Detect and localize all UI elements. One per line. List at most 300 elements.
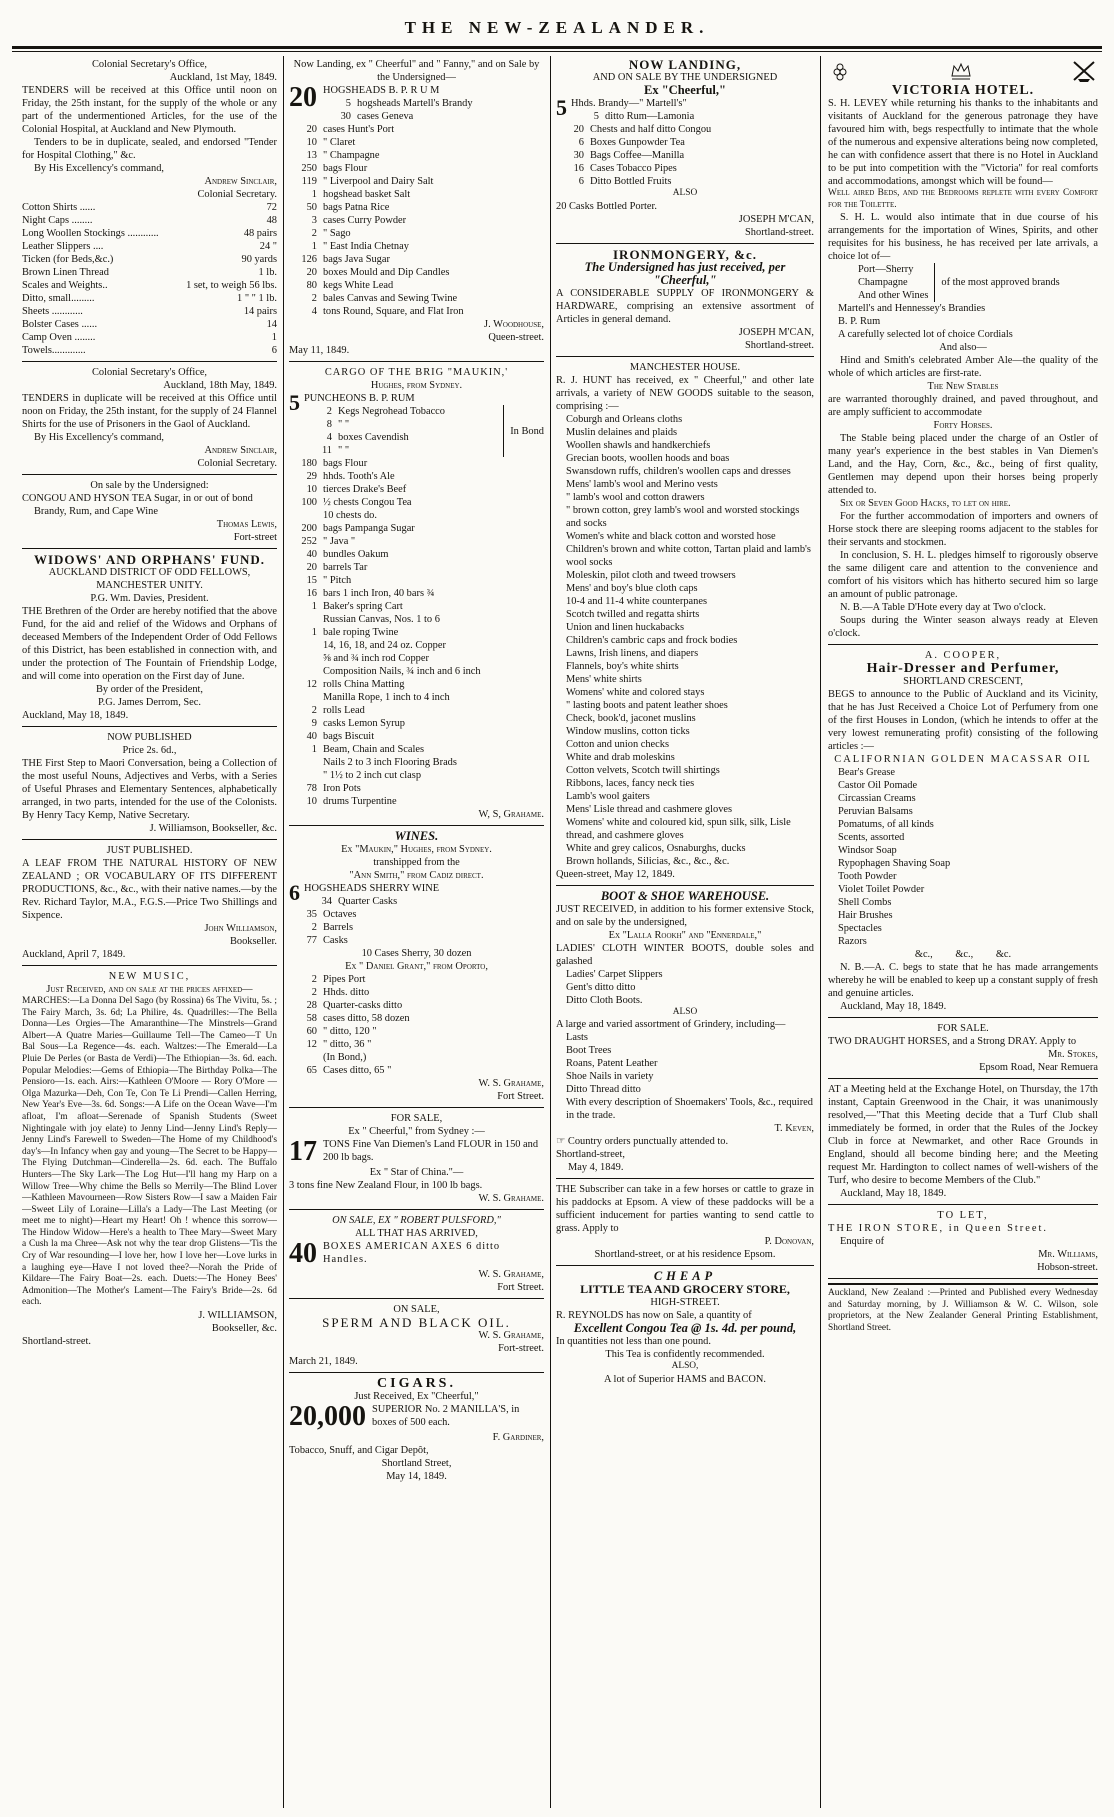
list-item: White and drab moleskins: [566, 751, 675, 763]
ad-body: S. H. L. would also intimate that in due course of his arrangements for the importation of Wines, Spirits, and other requisites for his business, he has received per late arrivals, a choice lot of—: [828, 212, 1098, 263]
signer-title: Bookseller, &c.: [211, 1323, 277, 1335]
list-item: [289, 266, 544, 279]
item-description: Chests and half ditto Congou: [590, 124, 712, 135]
item-description: Boxes Gunpowder Tea: [590, 137, 685, 148]
item-description: " 1½ to 2 inch cut clasp: [323, 770, 422, 781]
signer: W, S, Grahame.: [478, 809, 544, 820]
item-description: ditto Rum—Lamonia: [605, 111, 695, 122]
list-item: " lamb's wool and cotton drawers: [566, 491, 705, 503]
item-description: Barrels: [323, 922, 354, 933]
place: Shortland-street,: [556, 1149, 625, 1161]
list-item: Bear's Grease: [838, 767, 895, 779]
list-item: [289, 522, 544, 535]
signer: P. Donovan,: [764, 1236, 814, 1248]
item-name: Leather Slippers ....: [22, 241, 104, 252]
ad-body: Brandy, Rum, and Cape Wine: [34, 506, 158, 517]
item-description: " Java ": [323, 536, 356, 547]
ad-heading: NOW PUBLISHED: [107, 732, 192, 743]
item-description: " ditto, 120 ": [323, 1026, 377, 1037]
ad-body: THE Brethren of the Order are hereby notified that the above Fund, for the aid and relief of the Widows and Orphans of deceased Members of the Independent Order of Odd Fellows of this District, has been established in connection with, and under the protection of The Fountain of Friendship Lodge, and will come into operation on the First day of June.: [22, 606, 277, 682]
ad-subheading: Just Received, and on sale at the prices affixed—: [46, 984, 253, 995]
list-item: " lasting boots and patent leather shoes: [566, 699, 728, 711]
item-name: Sheets ............: [22, 306, 83, 317]
grape-ornament-icon: [828, 59, 852, 83]
list-item: [22, 201, 277, 214]
list-item: [289, 162, 544, 175]
ad-body: MARCHES:—La Donna Del Sago (by Rossina) 6s The Vivitu, 5s. ; The Fairy March, 3s. 6d; La Philire, 4s. Quadrilles:—The Bella Donna—Les Orgies—The Amaranthine—The Minstrels—Grand Albert—A Quatre Maries—Guillaume Tell—The Cameo—T Un Bal Sous—La Regence—4s. each. Waltzes:—The Emerald—La Pluie De Perles (or Basta de Verdi)—The Ethiopian—3s. 6d. each. Popular Melodies:—Gems of Ethiopia—The Birthday Polka—The Pensioro—1s. each. Airs:—Kathleen O'Moore — Rory O'More — Olga Mazurka—Deh, Con Te, Con Te Li Prendi—Callen Herring, New Year's Eve—3s. 6d. Songs:—A Life on the Ocean Wave—I'm afloat, I'm afloat—Serenade of Spanish Students (Sweet Nightingale with joy elate) to Jenny Lind—Jenny Lind's Reply—Jenny Lind's Farewell to Sweden—The Home of my Childhood's day's—In Infancy when gay and young—The Secret to be Happy—The Flying Dutchman—Cinderella—2s. 6d. each. The Buffalo Hunters—The Sky Lark—The Log Hut—I'll hang my Harp on a Willow Tree—Why chime the Bells so Merrily—The Blind Lover—Kathleen Mavourneen—Row Sisters Row—I saw a Maiden Fair—Sweet Lily of Loraine—Lilla's a Lady—The Last Meeting (or meet me to night)—Heart my Heart! Oh ! whence this sorrow—The Hindow Widow—Here's a health to Thee Mary—Sweet Mary a Cush la ma Chree—Ask not why the tear drop Glistens—'Tis the Cry of War resounding—I love her, how I love her—Love lurks in a laughing eye—Have I not loved thee?—Norah the Pride of Kildare—The Fairy Boat—2s. each. Duets:—The Honey Bees' Admonition—The Mother's Lament—The Fairy's Bride—2s. 6d each.: [22, 996, 277, 1308]
signer: Andrew Sinclair,: [204, 176, 277, 187]
list-item: [289, 1051, 544, 1064]
list-item: [289, 678, 544, 691]
place: Shortland-street.: [745, 339, 814, 351]
list-item: [289, 934, 544, 947]
place: SHORTLAND CRESCENT,: [903, 676, 1023, 688]
place: Shortland-street.: [22, 1336, 91, 1348]
ad-note: N. B.—A Table D'Hote every day at Two o'clock.: [840, 602, 1046, 614]
natural-history-book-ad: [22, 844, 277, 966]
ad-body: SUPERIOR No. 2 MANILLA'S, in boxes of 500 each.: [372, 1404, 520, 1428]
item-quantity: [289, 639, 323, 652]
signer: W. S. Grahame.: [478, 1193, 544, 1204]
ad-line: And also—: [939, 342, 987, 354]
list-item: [289, 973, 544, 986]
lead-item: HOGSHEADS B. P. R U M: [323, 85, 440, 96]
flour-sale-ad: [289, 1112, 544, 1210]
ad-note: Soups during the Winter season always ready at Eleven o'clock.: [828, 615, 1098, 640]
item-quantity: 6: [271, 345, 277, 356]
ad-body: R. J. HUNT has received, ex " Cheerful," and other late arrivals, a variety of NEW GOODS suitable to the season, comprising :—: [556, 374, 814, 412]
item-list: [556, 413, 814, 868]
ad-body: AT a Meeting held at the Exchange Hotel, on Thursday, the 17th instant, Captain Greenwood in the Chair, it was unanimously resolved,—"That this Meeting decide that a Turf Club shall immediately be formed, in order that the Rules of the Jockey Club in force at Newmarket, and other Race Grounds in England, should all become binding here; and the Meeting request Mr. Hardington to collect names of well-wishers of the Turf, who desire to become Members of the Club.": [828, 1084, 1098, 1187]
list-item: Swansdown ruffs, children's woollen caps and dresses: [566, 465, 791, 477]
item-description: bags Flour: [323, 163, 368, 174]
list-item: Mens' lamb's wool and Merino vests: [566, 478, 718, 490]
item-description: Quarter Casks: [338, 896, 398, 907]
item-quantity: 4: [326, 432, 332, 443]
date: Auckland, 1st May, 1849.: [169, 72, 277, 83]
list-item: Ditto Cloth Boots.: [566, 994, 643, 1006]
ad-line: 10 Cases Sherry, 30 dozen: [361, 948, 472, 959]
list-item: [289, 548, 544, 561]
signer: JOSEPH M'CAN,: [738, 326, 814, 338]
ad-heading: NEW MUSIC,: [108, 971, 191, 982]
column-1: [22, 58, 277, 1808]
ad-body: A LEAF FROM THE NATURAL HISTORY OF NEW ZEALAND ; OR VOCABULARY OF ITS DIFFERENT PRODUCTIONS, &c., &c., with their native names.—by the Rev. Richard Taylor, M.A., F.G.S.—Price Two Shillings and Sixpence.: [22, 858, 277, 921]
place: Fort-street: [233, 532, 277, 543]
ad-line: Ex "Maukin," Hughes, from Sydney.: [341, 844, 492, 855]
signer: W. S. Grahame,: [478, 1078, 544, 1089]
item-description: bale roping Twine: [323, 627, 399, 638]
list-item: [22, 279, 277, 292]
ad-subheading: AUCKLAND DISTRICT OF ODD FELLOWS, MANCHESTER UNITY.: [48, 567, 251, 591]
ad-heading: CIGARS.: [377, 1376, 456, 1391]
item-quantity: 5: [593, 111, 599, 122]
item-quantity: 30: [573, 150, 584, 161]
masthead-rule: [12, 46, 1102, 49]
item-description: 10 chests do.: [323, 510, 377, 521]
list-item: [289, 1025, 544, 1038]
item-quantity: 58: [306, 1013, 317, 1024]
list-item: [323, 97, 544, 110]
signer: John Williamson,: [204, 923, 277, 934]
item-quantity: 14 pairs: [243, 306, 277, 317]
item-quantity: 252: [301, 536, 317, 547]
item-description: (In Bond,): [323, 1052, 367, 1063]
list-item: Ladies' Carpet Slippers: [566, 968, 663, 980]
ad-line: 20 Casks Bottled Porter.: [556, 200, 658, 212]
paddocks-ad: [556, 1183, 814, 1266]
ad-body: The Stable being placed under the charge of an Ostler of many year's experience in the best stables in Van Diemen's Land, and the Hay, Corn, &c., &c., being of first quality, Gentlemen may depend upon their horses being properly attended to.: [828, 433, 1098, 497]
list-item: And other Wines: [858, 290, 929, 302]
ironmongery-ad: [556, 248, 814, 357]
ad-heading: WINES.: [394, 829, 439, 843]
item-quantity: 78: [306, 783, 317, 794]
ad-line: Ex "Lalla Rookh" and "Ennerdale,": [608, 929, 762, 941]
item-quantity: 6: [578, 137, 584, 148]
item-description: rolls China Matting: [323, 679, 405, 690]
item-description: Hhds. ditto: [323, 987, 370, 998]
pointing-hand-icon: ☞: [556, 1136, 568, 1148]
list-item: [289, 639, 544, 652]
item-quantity: 2: [311, 228, 317, 239]
list-item: [289, 509, 544, 522]
masthead: THE NEW-ZEALANDER.: [404, 18, 710, 37]
list-item: [289, 305, 544, 318]
item-description: bundles Oakum: [323, 549, 389, 560]
column-divider: [283, 56, 284, 1808]
ad-line: &c., &c., &c.: [914, 949, 1012, 961]
list-item: [289, 908, 544, 921]
list-item: Brown hollands, Silicias, &c., &c., &c.: [566, 855, 730, 867]
item-quantity: 16: [573, 163, 584, 174]
date: Queen-street, May 12, 1849.: [556, 868, 675, 880]
list-item: Muslin delaines and plaids: [566, 426, 678, 438]
item-quantity: 200: [301, 523, 317, 534]
item-description: Ditto Bottled Fruits: [590, 176, 672, 187]
place: Shortland-street.: [745, 226, 814, 238]
list-item: [289, 496, 544, 509]
ad-body: LADIES' CLOTH WINTER BOOTS, double soles and galashed: [556, 942, 814, 967]
item-quantity: 6: [578, 176, 584, 187]
date: May 14, 1849.: [386, 1471, 447, 1482]
item-name: Towels.............: [22, 345, 86, 356]
list-item: [289, 188, 544, 201]
imprint-text: Auckland, New Zealand :—Printed and Published every Wednesday and Saturday morning, by J. Williamson & W. C. Wilson, sole proprietors, at the New Zealander General Printing Establishment, Shortland Street.: [828, 1288, 1098, 1333]
list-item: [289, 756, 544, 769]
item-description: Cases ditto, 65 ": [323, 1065, 392, 1076]
list-item: [289, 782, 544, 795]
item-description: Octaves: [323, 909, 357, 920]
item-description: bars 1 inch Iron, 40 bars ¾: [323, 588, 435, 599]
ad-note: Country orders punctually attended to.: [567, 1136, 729, 1148]
sperm-oil-ad: [289, 1303, 544, 1373]
ad-heading: FOR SALE.: [937, 1023, 989, 1035]
ad-heading: NOW LANDING,: [628, 58, 742, 72]
column-3: [556, 58, 814, 1808]
list-item: [289, 214, 544, 227]
item-list: [22, 201, 277, 357]
item-name: Bolster Cases ......: [22, 319, 98, 330]
list-item: [289, 613, 544, 626]
item-quantity: 2: [311, 974, 317, 985]
item-quantity: 10: [306, 484, 317, 495]
list-item: [289, 574, 544, 587]
item-description: Beam, Chain and Scales: [323, 744, 424, 755]
list-item: Razors: [838, 936, 867, 948]
item-description: boxes Cavendish: [338, 432, 409, 443]
item-quantity: 16: [306, 588, 317, 599]
column-2: [289, 58, 544, 1808]
lead-quantity: 20: [289, 82, 317, 113]
item-description: bags Biscuit: [323, 731, 375, 742]
ad-body: R. REYNOLDS has now on Sale, a quantity of: [556, 1310, 752, 1322]
ad-body: A large and varied assortment of Grindery, including—: [556, 1019, 786, 1031]
item-description: hhds. Tooth's Ale: [323, 471, 395, 482]
item-quantity: 65: [306, 1065, 317, 1076]
list-item: Violet Toilet Powder: [838, 884, 925, 896]
item-quantity: [289, 652, 323, 665]
item-quantity: 2: [311, 922, 317, 933]
item-quantity: 1 set, to weigh 56 lbs.: [186, 280, 277, 291]
lead-item: HOGSHEADS SHERRY WINE: [304, 883, 440, 894]
item-quantity: [289, 691, 323, 704]
item-description: " Champagne: [323, 150, 380, 161]
list-item: Scents, assorted: [838, 832, 905, 844]
item-description: tierces Drake's Beef: [323, 484, 407, 495]
item-description: Cases Tobacco Pipes: [590, 163, 677, 174]
ad-body: For the further accommodation of importers and owners of Horse stock there are sleeping rooms adjacent to the stables for their servants and stockmen.: [828, 511, 1098, 549]
ad-heading: JUST PUBLISHED.: [106, 845, 193, 856]
list-item: 10-4 and 11-4 white counterpanes: [566, 595, 707, 607]
cigars-ad: [289, 1377, 544, 1487]
list-item: [22, 266, 277, 279]
list-item: [22, 318, 277, 331]
signer-title: Colonial Secretary.: [197, 189, 277, 200]
list-item: [289, 175, 544, 188]
item-quantity: 1 lb.: [258, 267, 277, 278]
list-item: Window muslins, cotton ticks: [566, 725, 690, 737]
list-item: Lawns, Irish linens, and diapers: [566, 647, 699, 659]
ad-body: Tenders to be in duplicate, sealed, and endorsed "Tender for Hospital Clothing," &c.: [22, 137, 277, 161]
list-item: [289, 201, 544, 214]
item-name: Cotton Shirts ......: [22, 202, 96, 213]
signer: J. WILLIAMSON,: [198, 1310, 277, 1322]
list-item: [304, 418, 503, 431]
item-quantity: 126: [301, 254, 317, 265]
ad-line: This Tea is confidently recommended.: [605, 1349, 765, 1361]
item-name: Brown Linen Thread: [22, 267, 109, 278]
list-item: Moleskin, pilot cloth and tweed trowsers: [566, 569, 736, 581]
item-description: cases Curry Powder: [323, 215, 407, 226]
item-quantity: [289, 613, 323, 626]
item-description: bales Canvas and Sewing Twine: [323, 293, 458, 304]
item-quantity: 11: [321, 445, 332, 456]
item-quantity: [289, 1051, 323, 1064]
now-landing-ad: [556, 58, 814, 244]
date: Auckland, May 18, 1849.: [840, 1188, 947, 1200]
also-label: ALSO: [672, 1006, 698, 1017]
item-quantity: 2: [311, 987, 317, 998]
signer-title: Bookseller.: [229, 936, 277, 947]
ad-line: Martell's and Hennessey's Brandies: [838, 303, 986, 315]
ad-heading: VICTORIA HOTEL.: [891, 83, 1035, 98]
item-quantity: 28: [306, 1000, 317, 1011]
item-description: Russian Canvas, Nos. 1 to 6: [323, 614, 440, 625]
list-item: [289, 292, 544, 305]
item-quantity: 8: [326, 419, 332, 430]
list-item: [289, 227, 544, 240]
item-quantity: 35: [306, 909, 317, 920]
item-quantity: 20: [306, 562, 317, 573]
item-quantity: 29: [306, 471, 317, 482]
list-item: Children's cambric caps and frock bodies: [566, 634, 738, 646]
ad-body: BOXES AMERICAN AXES 6 ditto Handles.: [323, 1241, 501, 1265]
list-item: [22, 344, 277, 357]
item-description: Bags Coffee—Manilla: [590, 150, 685, 161]
item-description: hogsheads Martell's Brandy: [357, 98, 473, 109]
ad-body: Hind and Smith's celebrated Amber Ale—the quality of the whole of which articles are first-rate.: [828, 355, 1098, 380]
item-description: cases Geneva: [357, 111, 414, 122]
ad-line: Enquire of: [840, 1236, 885, 1248]
ad-heading: MANCHESTER HOUSE.: [629, 361, 741, 373]
item-quantity: 20: [306, 267, 317, 278]
item-quantity: 180: [301, 458, 317, 469]
list-item: [556, 149, 814, 162]
widows-fund-ad: [22, 553, 277, 727]
item-name: Ticken (for Beds,&c.): [22, 254, 114, 265]
list-item: [556, 123, 814, 136]
ad-body: JUST RECEIVED, in addition to his former extensive Stock, and on sale by the undersigned,: [556, 903, 814, 928]
item-description: Manilla Rope, 1 inch to 4 inch: [323, 692, 450, 703]
place: Shortland Street,: [381, 1458, 452, 1469]
list-item: With every description of Shoemakers' Tools, &c., required in the trade.: [566, 1097, 813, 1122]
list-item: Peruvian Balsams: [838, 806, 913, 818]
list-item: Cotton and union checks: [566, 738, 670, 750]
ad-subheading: Hughes, from Sydney.: [370, 380, 463, 391]
ad-body: TWO DRAUGHT HORSES, and a Strong DRAY. Apply to: [828, 1036, 1077, 1048]
ad-subheading: LITTLE TEA AND GROCERY STORE,: [580, 1282, 790, 1297]
list-item: [289, 652, 544, 665]
ad-body: A CONSIDERABLE SUPPLY OF IRONMONGERY & HARDWARE, comprising an extensive assortment of Articles in general demand.: [556, 287, 814, 325]
item-quantity: 1: [311, 627, 317, 638]
item-description: ⅝ and ¾ inch rod Copper: [323, 653, 429, 664]
item-quantity: 80: [306, 280, 317, 291]
list-item: [289, 743, 544, 756]
tea-sale-ad: [22, 479, 277, 549]
list-item: [289, 665, 544, 678]
item-quantity: 12: [306, 679, 317, 690]
date: May 11, 1849.: [289, 345, 350, 356]
ad-heading: ON SALE,: [393, 1304, 440, 1315]
ad-body: TONS Fine Van Diemen's Land FLOUR in 150 and 200 lb bags.: [323, 1139, 539, 1163]
ad-body: S. H. LEVEY while returning his thanks to the inhabitants and visitants of Auckland for the generous patronage they have favoured him with, begs respectfully to intimate that the whole of the numerous and expensive alterations being now completed, he can with confidence assert that there is no Hotel in Auckland to be put into competition with the "Victoria" for real comforts and accommodations, amongst which will be found—: [828, 98, 1098, 187]
ad-lead: On sale by the Undersigned:: [90, 480, 209, 491]
list-item: [289, 600, 544, 613]
item-description: " Liverpool and Dairy Salt: [323, 176, 434, 187]
item-quantity: 2: [326, 406, 332, 417]
signer: Andrew Sinclair,: [204, 445, 277, 456]
list-item: [289, 626, 544, 639]
column-4: [828, 58, 1098, 1808]
ad-line: transhipped from the: [373, 857, 460, 868]
list-item: [22, 253, 277, 266]
item-description: barrels Tar: [323, 562, 368, 573]
list-item: Womens' white and coloured kid, spun silk, silk, Lisle thread, and cashmere gloves: [566, 816, 791, 841]
item-list: [289, 895, 544, 947]
signer: JOSEPH M'CAN,: [738, 213, 814, 225]
list-item: [289, 240, 544, 253]
ad-line: Well aired Beds, and the Bedrooms replete with every Comfort for the Toilette.: [828, 188, 1098, 210]
item-quantity: [289, 665, 323, 678]
ad-body: are warranted thoroughly drained, and paved throughout, and are amply sufficient to accommodate: [828, 394, 1098, 419]
hotel-emblem: [828, 58, 1098, 84]
item-description: " Claret: [323, 137, 356, 148]
column-divider: [820, 56, 821, 1808]
item-quantity: [289, 509, 323, 522]
item-description: casks Lemon Syrup: [323, 718, 405, 729]
list-item: [289, 691, 544, 704]
place: Hobson-street.: [1037, 1262, 1098, 1274]
item-name: Night Caps ........: [22, 215, 93, 226]
item-quantity: 10: [306, 796, 317, 807]
list-item: [22, 292, 277, 305]
ad-line: "Ann Smith," from Cadiz direct.: [349, 870, 484, 881]
list-item: [571, 110, 814, 123]
list-item: Lamb's wool gaiters: [566, 790, 650, 802]
ad-heading: IRONMONGERY, &c.: [613, 246, 757, 262]
price: Price 2s. 6d.,: [122, 745, 177, 756]
list-item: Rypophagen Shaving Soap: [838, 858, 951, 870]
item-quantity: 10: [306, 137, 317, 148]
item-description: Kegs Negrohead Tobacco: [338, 406, 445, 417]
ad-body: In conclusion, S. H. L. pledges himself to rigorously observe the same diligent care and attention to the convenience and comfort of his visitors which has hitherto secured him so large an amount of public patronage.: [828, 550, 1098, 601]
list-item: [289, 999, 544, 1012]
list-item: [289, 457, 544, 470]
item-list: [289, 973, 544, 1077]
list-item: [289, 535, 544, 548]
ad-body: THE IRON STORE, in Queen Street.: [828, 1223, 1048, 1235]
item-description: bags Pampanga Sugar: [323, 523, 415, 534]
list-item: [556, 175, 814, 188]
victoria-hotel-ad: [828, 58, 1098, 645]
list-item: [289, 795, 544, 808]
list-item: [289, 717, 544, 730]
list-item: Circassian Creams: [838, 793, 916, 805]
list-item: Grecian boots, woollen hoods and boas: [566, 452, 730, 464]
maori-book-ad: [22, 731, 277, 840]
date: Auckland, May 18, 1849.: [22, 710, 129, 721]
item-description: ½ chests Congou Tea: [323, 497, 412, 508]
list-item: [289, 123, 544, 136]
item-description: bags Patna Rice: [323, 202, 390, 213]
list-item: Check, book'd, jaconet muslins: [566, 712, 696, 724]
list-item: [304, 895, 544, 908]
list-item: Shell Combs: [838, 897, 892, 909]
item-description: " ditto, 36 ": [323, 1039, 372, 1050]
ad-note: N. B.—A. C. begs to state that he has made arrangements whereby he will be enabled to keep up a constant supply of fresh and genuine articles.: [828, 962, 1098, 1000]
list-item: Boot Trees: [566, 1045, 612, 1057]
list-item: Womens' white and colored stays: [566, 686, 705, 698]
item-quantity: 9: [311, 718, 317, 729]
list-item: [289, 483, 544, 496]
signer: Thomas Lewis,: [216, 519, 277, 530]
item-description: " Pitch: [323, 575, 352, 586]
list-item: Women's white and black cotton and worsted hose: [566, 530, 776, 542]
item-quantity: 1: [311, 241, 317, 252]
place: Fort Street.: [497, 1091, 544, 1102]
list-item: Scotch twilled and regatta shirts: [566, 608, 700, 620]
maukin-cargo-ad: [289, 366, 544, 826]
